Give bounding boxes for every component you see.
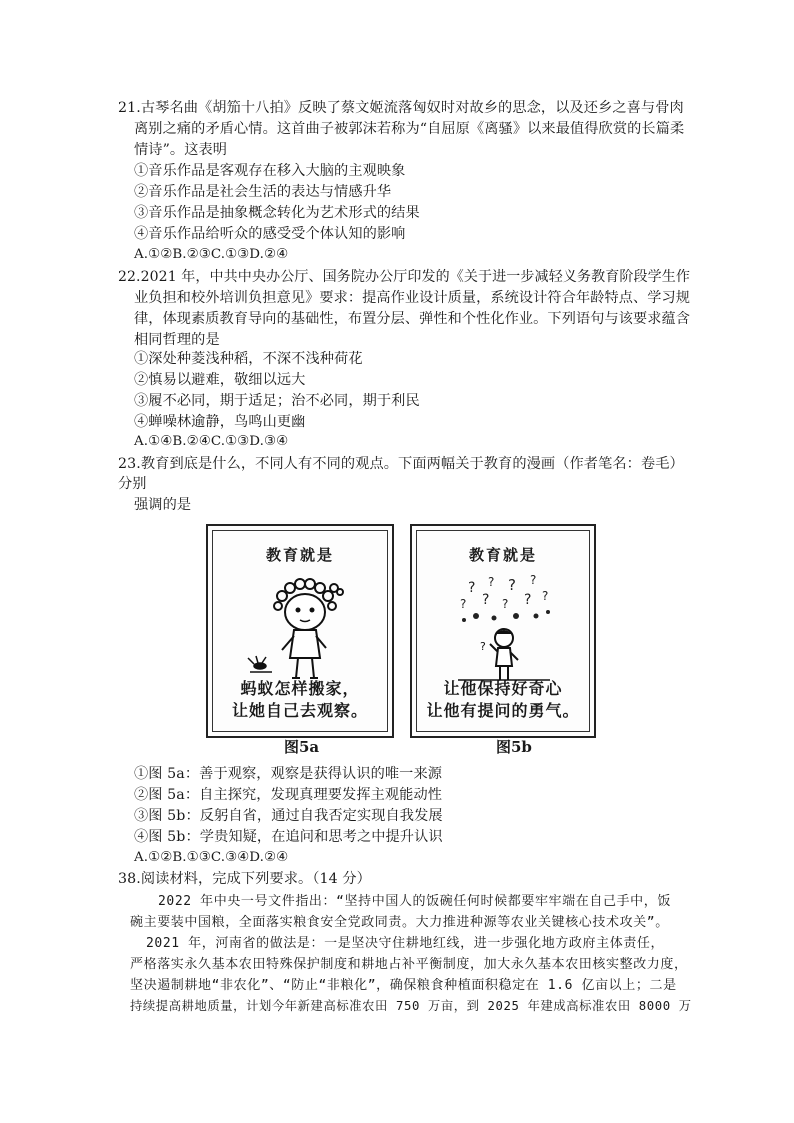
- figure-5a-label: 图5a: [284, 738, 320, 756]
- svg-text:?: ?: [468, 580, 476, 596]
- q22-item-4: ④蝉噪林逾静，鸟鸣山更幽: [134, 414, 306, 430]
- q22-item-1: ①深处种菱浅种稻，不深不浅种荷花: [134, 351, 363, 367]
- comic-5a-caption-line-1: 蚂蚁怎样搬家，: [240, 679, 360, 698]
- q23-stem-line-1: 23.教育到底是什么，不同人有不同的观点。下面两幅关于教育的漫画（作者笔名：卷毛）: [118, 456, 684, 472]
- comic-5a-title: 教育就是: [265, 546, 334, 564]
- comic-panel-5a: [206, 524, 394, 738]
- comic-panel-5b: [410, 524, 596, 738]
- svg-text:?: ?: [508, 576, 516, 594]
- q23-item-2: ②图 5a：自主探究，发现真理要发挥主观能动性: [134, 787, 443, 803]
- q21-stem-line-2: 离别之痛的矛盾心情。这首曲子被郭沫若称为“自屈原《离骚》以来最值得欣赏的长篇柔: [134, 121, 685, 137]
- q21-item-4: ④音乐作品给听众的感受受个体认知的影响: [134, 226, 406, 242]
- q21-item-3: ③音乐作品是抽象概念转化为艺术形式的结果: [134, 205, 420, 221]
- svg-text:?: ?: [530, 573, 537, 587]
- svg-text:?: ?: [460, 597, 467, 611]
- svg-text:?: ?: [488, 575, 495, 589]
- q22-stem-line-1: 22.2021 年，中共中央办公厅、国务院办公厅印发的《关于进一步减轻义务教育阶段学生作: [118, 269, 691, 285]
- girl-observing-ants-drawing: [238, 570, 368, 690]
- q22-stem-line-4: 相同哲理的是: [134, 332, 220, 348]
- q23-stem-line-2: 分别: [118, 476, 147, 492]
- q22-item-2: ②慎易以避难，敬细以远大: [134, 372, 306, 388]
- svg-text:?: ?: [524, 592, 532, 608]
- q21-item-1: ①音乐作品是客观存在移入大脑的主观映象: [134, 163, 406, 179]
- comic-5b-caption-line-1: 让他保持好奇心: [443, 679, 563, 698]
- comic-5a-caption-line-2: 让她自己去观察。: [231, 701, 368, 720]
- svg-text:?: ?: [482, 592, 490, 608]
- q23-item-4: ④图 5b：学贵知疑，在追问和思考之中提升认识: [134, 829, 443, 845]
- q23-item-1: ①图 5a：善于观察，观察是获得认识的唯一来源: [134, 766, 443, 782]
- q21-stem-line-3: 情诗”。这表明: [134, 142, 228, 158]
- comic-5b-title: 教育就是: [468, 546, 537, 564]
- svg-text:?: ?: [480, 640, 486, 653]
- svg-text:?: ?: [502, 597, 509, 611]
- q21-answer-options: A.①②B.②③C.①③D.②④: [134, 247, 289, 262]
- comic-5b-caption-line-2: 让他有提问的勇气。: [426, 701, 580, 720]
- q38-material-line-3: 2021 年，河南省的做法是：一是坚决守住耕地红线，进一步强化地方政府主体责任，: [146, 936, 665, 951]
- q22-answer-options: A.①④B.②④C.①③D.③④: [134, 434, 289, 449]
- q22-stem-line-3: 律，体现素质教育导向的基础性，布置分层、弹性和个性化作业。下列语句与该要求蕴含: [134, 311, 690, 327]
- q21-item-2: ②音乐作品是社会生活的表达与情感升华: [134, 184, 392, 200]
- figure-5b-label: 图5b: [496, 738, 532, 756]
- q23-stem-line-3: 强调的是: [134, 497, 192, 513]
- q38-material-line-4: 严格落实永久基本农田特殊保护制度和耕地占补平衡制度，加大永久基本农田核实整改力度，: [130, 957, 688, 972]
- q38-material-line-1: 2022 年中央一号文件指出：“坚持中国人的饭碗任何时候都要牢牢端在自己手中，饭: [158, 894, 671, 909]
- q22-item-3: ③履不必同，期于适足；治不必同，期于利民: [134, 393, 420, 409]
- q21-stem-line-1: 21.古琴名曲《胡笳十八拍》反映了蔡文姬流落匈奴时对故乡的思念，以及还乡之喜与骨肉: [118, 100, 684, 116]
- q22-stem-line-2: 业负担和校外培训负担意见》要求：提高作业设计质量，系统设计符合年龄特点、学习规: [134, 290, 690, 306]
- q23-answer-options: A.①②B.①③C.③④D.②④: [134, 850, 289, 865]
- boy-with-question-marks-drawing: [438, 570, 568, 690]
- q23-item-3: ③图 5b：反躬自省，通过自我否定实现自我发展: [134, 808, 443, 824]
- q38-material-line-5: 坚决遏制耕地“非农化”、“防止“非粮化”，确保粮食种植面积稳定在 1.6 亿亩以上；二是: [130, 978, 677, 993]
- q38-material-line-6: 持续提高耕地质量，计划今年新建高标准农田 750 万亩，到 2025 年建成高标准农田 8000 万: [130, 999, 692, 1013]
- svg-text:?: ?: [542, 589, 549, 603]
- q38-material-line-2: 碗主要装中国粮，全面落实粮食安全党政同责。大力推进种源等农业关键核心技术攻关”。: [130, 915, 669, 930]
- q38-stem: 38.阅读材料，完成下列要求。（14 分）: [118, 871, 371, 887]
